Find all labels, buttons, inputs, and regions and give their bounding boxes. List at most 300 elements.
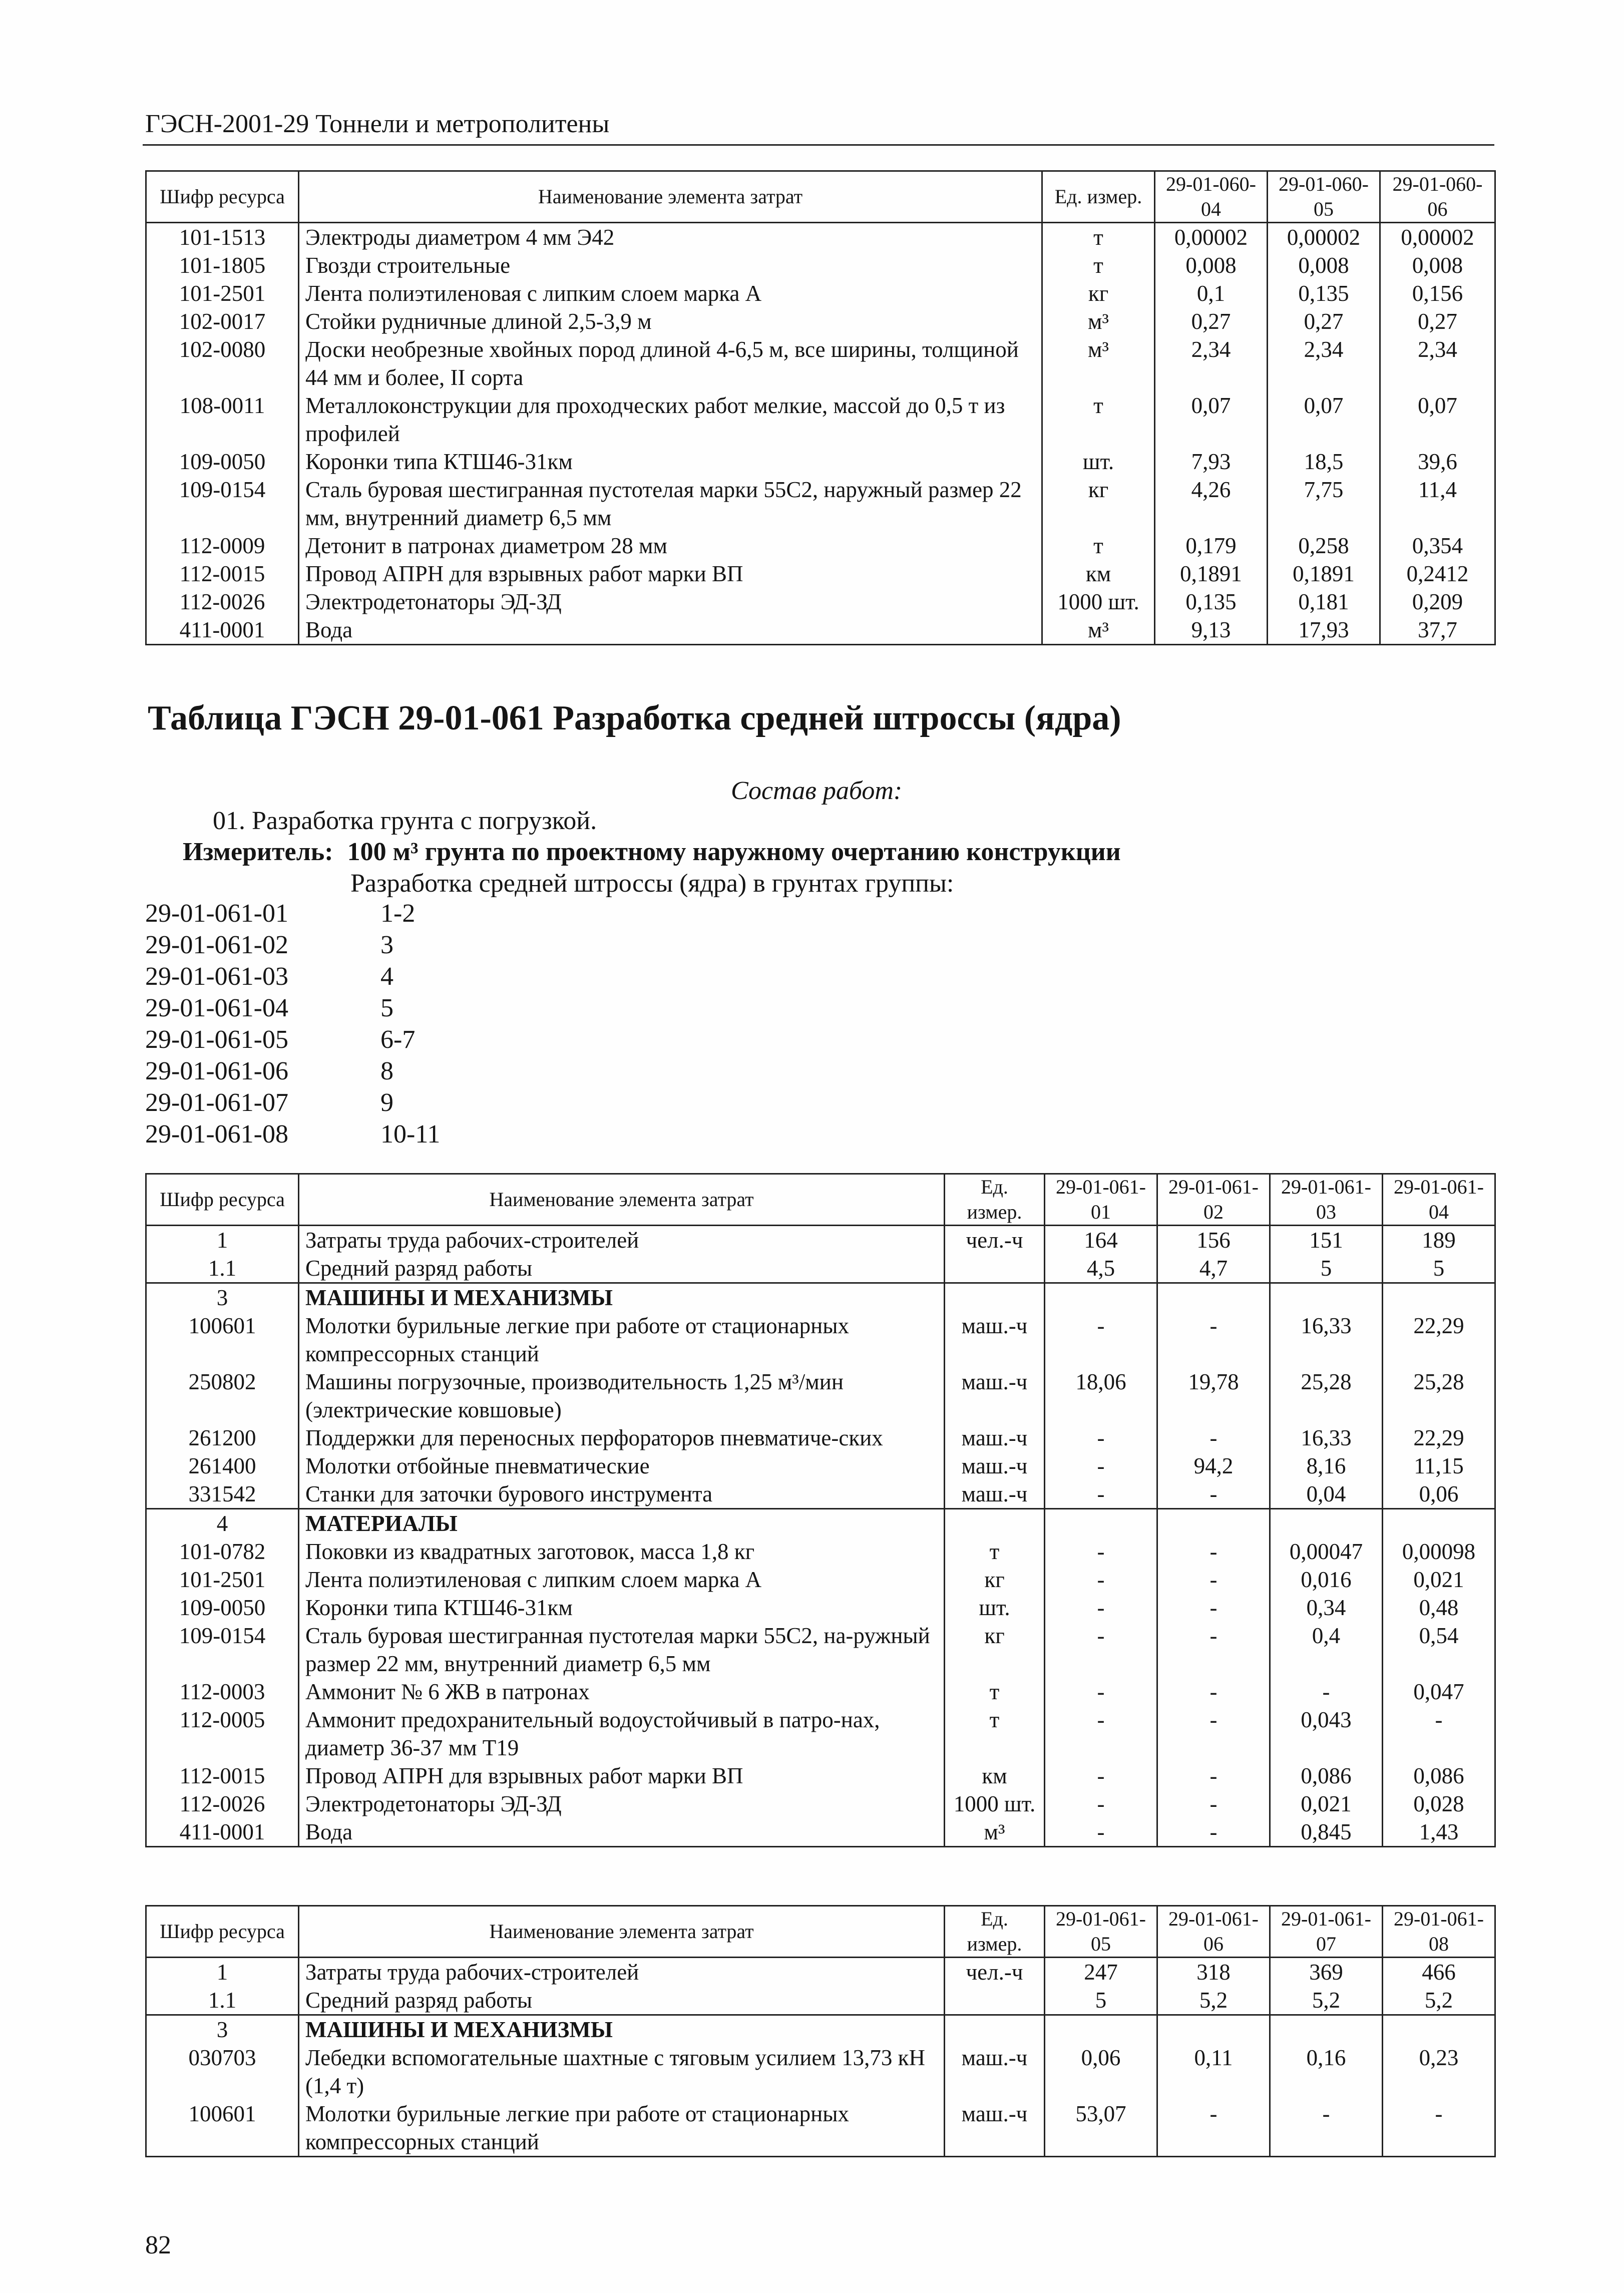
cell-name: Стойки рудничные длиной 2,5-3,9 м <box>299 307 1042 335</box>
cell-unit: 1000 шт. <box>1042 588 1155 616</box>
cell-value: 0,06 <box>1383 1480 1495 1509</box>
cell-code: 101-2501 <box>146 1566 299 1594</box>
variant-group: 5 <box>380 994 393 1022</box>
table-row <box>146 1986 1495 2015</box>
cell-code: 1.1 <box>146 1254 299 1283</box>
table-row <box>146 307 1495 335</box>
cell-value: 0,021 <box>1270 1790 1383 1818</box>
header-unit: Ед. измер. <box>945 1906 1045 1958</box>
cell-code: 3 <box>146 1283 299 1312</box>
cell-value: 7,75 <box>1268 476 1380 532</box>
header-rule <box>143 144 1494 146</box>
cell-value: 0,354 <box>1380 532 1495 560</box>
header-variant: 29-01-061-04 <box>1383 1174 1495 1226</box>
cell-code: 109-0154 <box>146 1622 299 1678</box>
cell-value: 2,34 <box>1155 335 1268 392</box>
table-body <box>146 223 1495 645</box>
table-row <box>146 560 1495 588</box>
table-row <box>146 588 1495 616</box>
table-header-row <box>146 1906 1495 1958</box>
table-row <box>146 1790 1495 1818</box>
variant-group: 10-11 <box>380 1120 441 1149</box>
table-row <box>146 392 1495 448</box>
table-row <box>146 1424 1495 1452</box>
cell-code: 331542 <box>146 1480 299 1509</box>
cell-value: 0,1891 <box>1155 560 1268 588</box>
cell-code: 108-0011 <box>146 392 299 448</box>
table-row <box>146 532 1495 560</box>
table-row <box>146 251 1495 279</box>
cell-value: - <box>1270 2100 1383 2157</box>
cell-code: 112-0015 <box>146 1762 299 1790</box>
cell-value: - <box>1157 1594 1270 1622</box>
variant-row <box>145 1119 441 1149</box>
cell-unit <box>945 1986 1045 2015</box>
variant-code: 29-01-061-07 <box>145 1088 288 1117</box>
cell-unit: км <box>1042 560 1155 588</box>
cell-value: 7,93 <box>1155 448 1268 476</box>
header-variant: 29-01-060-04 <box>1155 171 1268 223</box>
cell-value: - <box>1045 1762 1157 1790</box>
cell-name: Электроды диаметром 4 мм Э42 <box>299 223 1042 252</box>
cell-unit: т <box>1042 532 1155 560</box>
cell-value <box>1383 1283 1495 1312</box>
cell-value: 0,016 <box>1270 1566 1383 1594</box>
table-row <box>146 616 1495 645</box>
header-variant: 29-01-060-05 <box>1268 171 1380 223</box>
cell-value: 0,086 <box>1383 1762 1495 1790</box>
cell-value: 466 <box>1383 1958 1495 1987</box>
cell-code: 102-0080 <box>146 335 299 392</box>
cell-code: 411-0001 <box>146 616 299 645</box>
cell-value <box>1157 2015 1270 2044</box>
cell-unit: м³ <box>1042 616 1155 645</box>
cell-code: 3 <box>146 2015 299 2044</box>
cell-value: - <box>1157 1678 1270 1706</box>
cell-name: Молотки бурильные легкие при работе от стационарных компрессорных станций <box>299 2100 945 2157</box>
cell-unit: м³ <box>1042 307 1155 335</box>
cell-name: Детонит в патронах диаметром 28 мм <box>299 532 1042 560</box>
table-row <box>146 1818 1495 1847</box>
cell-value: 0,16 <box>1270 2044 1383 2100</box>
cell-unit: маш.-ч <box>945 2044 1045 2100</box>
meter-line <box>183 837 1121 867</box>
cell-value: 0,047 <box>1383 1678 1495 1706</box>
cell-value: - <box>1383 1706 1495 1762</box>
cell-value: 0,043 <box>1270 1706 1383 1762</box>
cell-value: 369 <box>1270 1958 1383 1987</box>
cell-unit: т <box>945 1538 1045 1566</box>
cell-value: - <box>1157 1480 1270 1509</box>
resource-table-060 <box>145 170 1496 645</box>
header-variant: 29-01-061-05 <box>1045 1906 1157 1958</box>
cell-value: 318 <box>1157 1958 1270 1987</box>
header-variant: 29-01-061-02 <box>1157 1174 1270 1226</box>
cell-value: 0,23 <box>1383 2044 1495 2100</box>
cell-value: 0,135 <box>1268 279 1380 307</box>
cell-value: - <box>1045 1312 1157 1368</box>
cell-value: 4,7 <box>1157 1254 1270 1283</box>
cell-value <box>1045 1283 1157 1312</box>
cell-value: - <box>1157 1538 1270 1566</box>
cell-value <box>1383 2015 1495 2044</box>
cell-value: 0,27 <box>1268 307 1380 335</box>
cell-name: МАТЕРИАЛЫ <box>299 1509 945 1538</box>
cell-unit: м³ <box>945 1818 1045 1847</box>
cell-value: 0,086 <box>1270 1762 1383 1790</box>
cell-value: 4,26 <box>1155 476 1268 532</box>
cell-value: 22,29 <box>1383 1312 1495 1368</box>
resource-table-061-a <box>145 1173 1496 1847</box>
cell-value: 0,48 <box>1383 1594 1495 1622</box>
cell-name: Поковки из квадратных заготовок, масса 1,8 кг <box>299 1538 945 1566</box>
cell-code: 112-0003 <box>146 1678 299 1706</box>
cell-unit <box>945 2015 1045 2044</box>
cell-value: - <box>1045 1594 1157 1622</box>
cell-unit: шт. <box>1042 448 1155 476</box>
cell-name: Средний разряд работы <box>299 1986 945 2015</box>
cell-value: 9,13 <box>1155 616 1268 645</box>
cell-unit: чел.-ч <box>945 1958 1045 1987</box>
cell-value: 164 <box>1045 1226 1157 1255</box>
cell-value: 0,07 <box>1268 392 1380 448</box>
table-row <box>146 1312 1495 1368</box>
header-variant: 29-01-061-07 <box>1270 1906 1383 1958</box>
table-row <box>146 1283 1495 1312</box>
header-variant: 29-01-061-01 <box>1045 1174 1157 1226</box>
table-header-row <box>146 171 1495 223</box>
cell-value: 0,27 <box>1155 307 1268 335</box>
cell-value: - <box>1157 1706 1270 1762</box>
running-header: ГЭСН-2001-29 Тоннели и метрополитены <box>145 110 610 138</box>
cell-unit: т <box>1042 392 1155 448</box>
cell-value: 19,78 <box>1157 1368 1270 1424</box>
table-row <box>146 1480 1495 1509</box>
cell-name: Гвозди строительные <box>299 251 1042 279</box>
cell-value: 0,34 <box>1270 1594 1383 1622</box>
cell-value: - <box>1157 1762 1270 1790</box>
cell-value: 18,5 <box>1268 448 1380 476</box>
cell-unit: чел.-ч <box>945 1226 1045 1255</box>
cell-value: 5,2 <box>1157 1986 1270 2015</box>
table-row <box>146 1254 1495 1283</box>
cell-unit: кг <box>1042 279 1155 307</box>
cell-code: 112-0026 <box>146 588 299 616</box>
table-row <box>146 1538 1495 1566</box>
cell-value: 16,33 <box>1270 1424 1383 1452</box>
cell-name: Молотки отбойные пневматические <box>299 1452 945 1480</box>
cell-unit <box>945 1283 1045 1312</box>
cell-code: 109-0050 <box>146 448 299 476</box>
cell-value: 0,4 <box>1270 1622 1383 1678</box>
cell-value: 0,54 <box>1383 1622 1495 1678</box>
cell-name: МАШИНЫ И МЕХАНИЗМЫ <box>299 1283 945 1312</box>
page-number: 82 <box>145 2231 171 2259</box>
table-row <box>146 1509 1495 1538</box>
cell-name: Аммонит предохранительный водоустойчивый в патро-нах, диаметр 36-37 мм Т19 <box>299 1706 945 1762</box>
cell-unit: маш.-ч <box>945 1312 1045 1368</box>
cell-code: 102-0017 <box>146 307 299 335</box>
cell-value: 0,2412 <box>1380 560 1495 588</box>
cell-code: 112-0026 <box>146 1790 299 1818</box>
cell-value <box>1045 1509 1157 1538</box>
cell-code: 1.1 <box>146 1986 299 2015</box>
variant-code: 29-01-061-04 <box>145 994 288 1022</box>
cell-value: - <box>1157 1312 1270 1368</box>
cell-value: 5,2 <box>1270 1986 1383 2015</box>
cell-value: 0,27 <box>1380 307 1495 335</box>
cell-unit: т <box>945 1678 1045 1706</box>
cell-value: - <box>1045 1566 1157 1594</box>
cell-value: 0,179 <box>1155 532 1268 560</box>
cell-value: 0,07 <box>1380 392 1495 448</box>
cell-value: - <box>1045 1424 1157 1452</box>
variant-code: 29-01-061-03 <box>145 962 288 991</box>
cell-unit: кг <box>945 1566 1045 1594</box>
cell-value: 0,07 <box>1155 392 1268 448</box>
cell-value: 0,021 <box>1383 1566 1495 1594</box>
cell-value: 0,11 <box>1157 2044 1270 2100</box>
cell-value <box>1045 2015 1157 2044</box>
header-name: Наименование элемента затрат <box>299 1906 945 1958</box>
cell-code: 100601 <box>146 2100 299 2157</box>
cell-value: 25,28 <box>1383 1368 1495 1424</box>
cell-value: 0,135 <box>1155 588 1268 616</box>
table-row <box>146 2100 1495 2157</box>
variant-row <box>145 1088 393 1117</box>
cell-code: 4 <box>146 1509 299 1538</box>
cell-unit: маш.-ч <box>945 2100 1045 2157</box>
variant-group: 4 <box>380 962 393 991</box>
cell-code: 112-0009 <box>146 532 299 560</box>
cell-value: 0,00002 <box>1155 223 1268 252</box>
variant-row <box>145 930 393 960</box>
cell-unit: шт. <box>945 1594 1045 1622</box>
cell-code: 109-0154 <box>146 476 299 532</box>
cell-name: Вода <box>299 616 1042 645</box>
table-row <box>146 2044 1495 2100</box>
header-variant: 29-01-061-03 <box>1270 1174 1383 1226</box>
cell-name: Станки для заточки бурового инструмента <box>299 1480 945 1509</box>
cell-unit: маш.-ч <box>945 1452 1045 1480</box>
variant-group: 3 <box>380 931 393 959</box>
cell-name: МАШИНЫ И МЕХАНИЗМЫ <box>299 2015 945 2044</box>
cell-name: Доски необрезные хвойных пород длиной 4-6,5 м, все ширины, толщиной 44 мм и более, II сорта <box>299 335 1042 392</box>
cell-value <box>1270 2015 1383 2044</box>
meter-value: 100 м³ грунта по проектному наружному очертанию конструкции <box>347 838 1121 866</box>
cell-name: Поддержки для переносных перфораторов пневматиче-ских <box>299 1424 945 1452</box>
cell-value: - <box>1157 1818 1270 1847</box>
cell-code: 101-0782 <box>146 1538 299 1566</box>
cell-value: 0,008 <box>1380 251 1495 279</box>
cell-value: 0,008 <box>1268 251 1380 279</box>
work-composition-caption: Состав работ: <box>731 777 903 805</box>
cell-name: Электродетонаторы ЭД-ЗД <box>299 588 1042 616</box>
cell-value: - <box>1157 2100 1270 2157</box>
cell-code: 250802 <box>146 1368 299 1424</box>
header-variant: 29-01-060-06 <box>1380 171 1495 223</box>
variant-row <box>145 1056 393 1086</box>
cell-name: Электродетонаторы ЭД-ЗД <box>299 1790 945 1818</box>
cell-code: 101-1513 <box>146 223 299 252</box>
cell-unit: т <box>1042 223 1155 252</box>
cell-unit <box>945 1509 1045 1538</box>
cell-value: - <box>1270 1678 1383 1706</box>
cell-value: 0,00002 <box>1268 223 1380 252</box>
cell-unit: кг <box>1042 476 1155 532</box>
cell-name: Лебедки вспомогательные шахтные с тяговым усилием 13,73 кН (1,4 т) <box>299 2044 945 2100</box>
cell-value <box>1157 1283 1270 1312</box>
cell-value: 0,028 <box>1383 1790 1495 1818</box>
work-item: 01. Разработка грунта с погрузкой. <box>213 807 597 835</box>
variant-row <box>145 1025 416 1054</box>
cell-value: - <box>1383 2100 1495 2157</box>
cell-value: - <box>1045 1790 1157 1818</box>
table-row <box>146 1226 1495 1255</box>
cell-code: 1 <box>146 1958 299 1987</box>
cell-code: 101-2501 <box>146 279 299 307</box>
cell-name: Средний разряд работы <box>299 1254 945 1283</box>
table-row <box>146 1958 1495 1987</box>
cell-value: 22,29 <box>1383 1424 1495 1452</box>
cell-value: 11,15 <box>1383 1452 1495 1480</box>
cell-value: 18,06 <box>1045 1368 1157 1424</box>
variant-row <box>145 993 393 1023</box>
cell-name: Сталь буровая шестигранная пустотелая марки 55С2, на-ружный размер 22 мм, внутренний диаметр 6,5 мм <box>299 1622 945 1678</box>
cell-name: Металлоконструкции для проходческих работ мелкие, массой до 0,5 т из профилей <box>299 392 1042 448</box>
table-row <box>146 279 1495 307</box>
cell-value: 17,93 <box>1268 616 1380 645</box>
cell-value: - <box>1045 1452 1157 1480</box>
variant-code: 29-01-061-05 <box>145 1025 288 1054</box>
variant-code: 29-01-061-08 <box>145 1120 288 1149</box>
cell-name: Вода <box>299 1818 945 1847</box>
cell-value: 0,1891 <box>1268 560 1380 588</box>
cell-unit: маш.-ч <box>945 1424 1045 1452</box>
cell-value: - <box>1045 1818 1157 1847</box>
header-code: Шифр ресурса <box>146 1906 299 1958</box>
cell-value: 0,209 <box>1380 588 1495 616</box>
cell-unit: 1000 шт. <box>945 1790 1045 1818</box>
table-row <box>146 335 1495 392</box>
cell-name: Коронки типа КТШ46-31км <box>299 1594 945 1622</box>
cell-unit: кг <box>945 1622 1045 1678</box>
cell-value: 0,1 <box>1155 279 1268 307</box>
table-row <box>146 448 1495 476</box>
table-row <box>146 1594 1495 1622</box>
cell-value: - <box>1157 1424 1270 1452</box>
table-row <box>146 476 1495 532</box>
cell-name: Лента полиэтиленовая с липким слоем марка А <box>299 1566 945 1594</box>
variant-group: 9 <box>380 1088 393 1117</box>
cell-value: 151 <box>1270 1226 1383 1255</box>
header-name: Наименование элемента затрат <box>299 1174 945 1226</box>
cell-value: - <box>1045 1480 1157 1509</box>
cell-code: 112-0005 <box>146 1706 299 1762</box>
cell-value: 8,16 <box>1270 1452 1383 1480</box>
cell-code: 411-0001 <box>146 1818 299 1847</box>
cell-name: Лента полиэтиленовая с липким слоем марка А <box>299 279 1042 307</box>
cell-value: 5,2 <box>1383 1986 1495 2015</box>
meter-label: Измеритель: <box>183 838 333 866</box>
cell-name: Сталь буровая шестигранная пустотелая марки 55С2, наружный размер 22 мм, внутренний диаметр 6,5 мм <box>299 476 1042 532</box>
cell-value: 0,008 <box>1155 251 1268 279</box>
cell-code: 261400 <box>146 1452 299 1480</box>
cell-value: 37,7 <box>1380 616 1495 645</box>
header-name: Наименование элемента затрат <box>299 171 1042 223</box>
cell-value: 1,43 <box>1383 1818 1495 1847</box>
cell-value: 0,00047 <box>1270 1538 1383 1566</box>
cell-value: 5 <box>1383 1254 1495 1283</box>
cell-unit: т <box>945 1706 1045 1762</box>
cell-value: 25,28 <box>1270 1368 1383 1424</box>
cell-value: - <box>1157 1566 1270 1594</box>
cell-value: 0,258 <box>1268 532 1380 560</box>
cell-unit <box>945 1254 1045 1283</box>
cell-name: Затраты труда рабочих-строителей <box>299 1226 945 1255</box>
cell-name: Затраты труда рабочих-строителей <box>299 1958 945 1987</box>
cell-name: Провод АПРН для взрывных работ марки ВП <box>299 1762 945 1790</box>
table-row <box>146 1566 1495 1594</box>
header-variant: 29-01-061-08 <box>1383 1906 1495 1958</box>
table-row <box>146 1452 1495 1480</box>
cell-unit: км <box>945 1762 1045 1790</box>
table-row <box>146 1762 1495 1790</box>
cell-value: 0,845 <box>1270 1818 1383 1847</box>
variant-row <box>145 962 393 991</box>
cell-value: 0,06 <box>1045 2044 1157 2100</box>
cell-code: 261200 <box>146 1424 299 1452</box>
table-row <box>146 223 1495 252</box>
cell-value: 189 <box>1383 1226 1495 1255</box>
header-code: Шифр ресурса <box>146 171 299 223</box>
cell-value: 0,181 <box>1268 588 1380 616</box>
cell-value: - <box>1045 1538 1157 1566</box>
variant-group: 1-2 <box>380 899 416 928</box>
cell-code: 100601 <box>146 1312 299 1368</box>
cell-value: 2,34 <box>1380 335 1495 392</box>
section-title: Таблица ГЭСН 29-01-061 Разработка средней штроссы (ядра) <box>148 699 1121 737</box>
cell-name: Коронки типа КТШ46-31км <box>299 448 1042 476</box>
cell-value: - <box>1157 1622 1270 1678</box>
cell-unit: маш.-ч <box>945 1480 1045 1509</box>
table-row <box>146 1368 1495 1424</box>
cell-value <box>1383 1509 1495 1538</box>
header-unit: Ед. измер. <box>945 1174 1045 1226</box>
table-body <box>146 1226 1495 1847</box>
cell-value: 11,4 <box>1380 476 1495 532</box>
cell-value: 4,5 <box>1045 1254 1157 1283</box>
cell-value: 53,07 <box>1045 2100 1157 2157</box>
cell-name: Провод АПРН для взрывных работ марки ВП <box>299 560 1042 588</box>
table-row <box>146 1678 1495 1706</box>
variant-code: 29-01-061-01 <box>145 899 288 928</box>
cell-name: Аммонит № 6 ЖВ в патронах <box>299 1678 945 1706</box>
variant-caption: Разработка средней штроссы (ядра) в грунтах группы: <box>350 869 954 898</box>
cell-code: 109-0050 <box>146 1594 299 1622</box>
cell-value: 39,6 <box>1380 448 1495 476</box>
cell-value <box>1270 1509 1383 1538</box>
cell-value: 5 <box>1045 1986 1157 2015</box>
variant-group: 6-7 <box>380 1025 416 1054</box>
table-row <box>146 1622 1495 1678</box>
variant-row <box>145 899 416 928</box>
cell-value <box>1157 1509 1270 1538</box>
cell-value: 0,04 <box>1270 1480 1383 1509</box>
resource-table-061-b <box>145 1905 1496 2157</box>
table-header-row <box>146 1174 1495 1226</box>
cell-value <box>1270 1283 1383 1312</box>
